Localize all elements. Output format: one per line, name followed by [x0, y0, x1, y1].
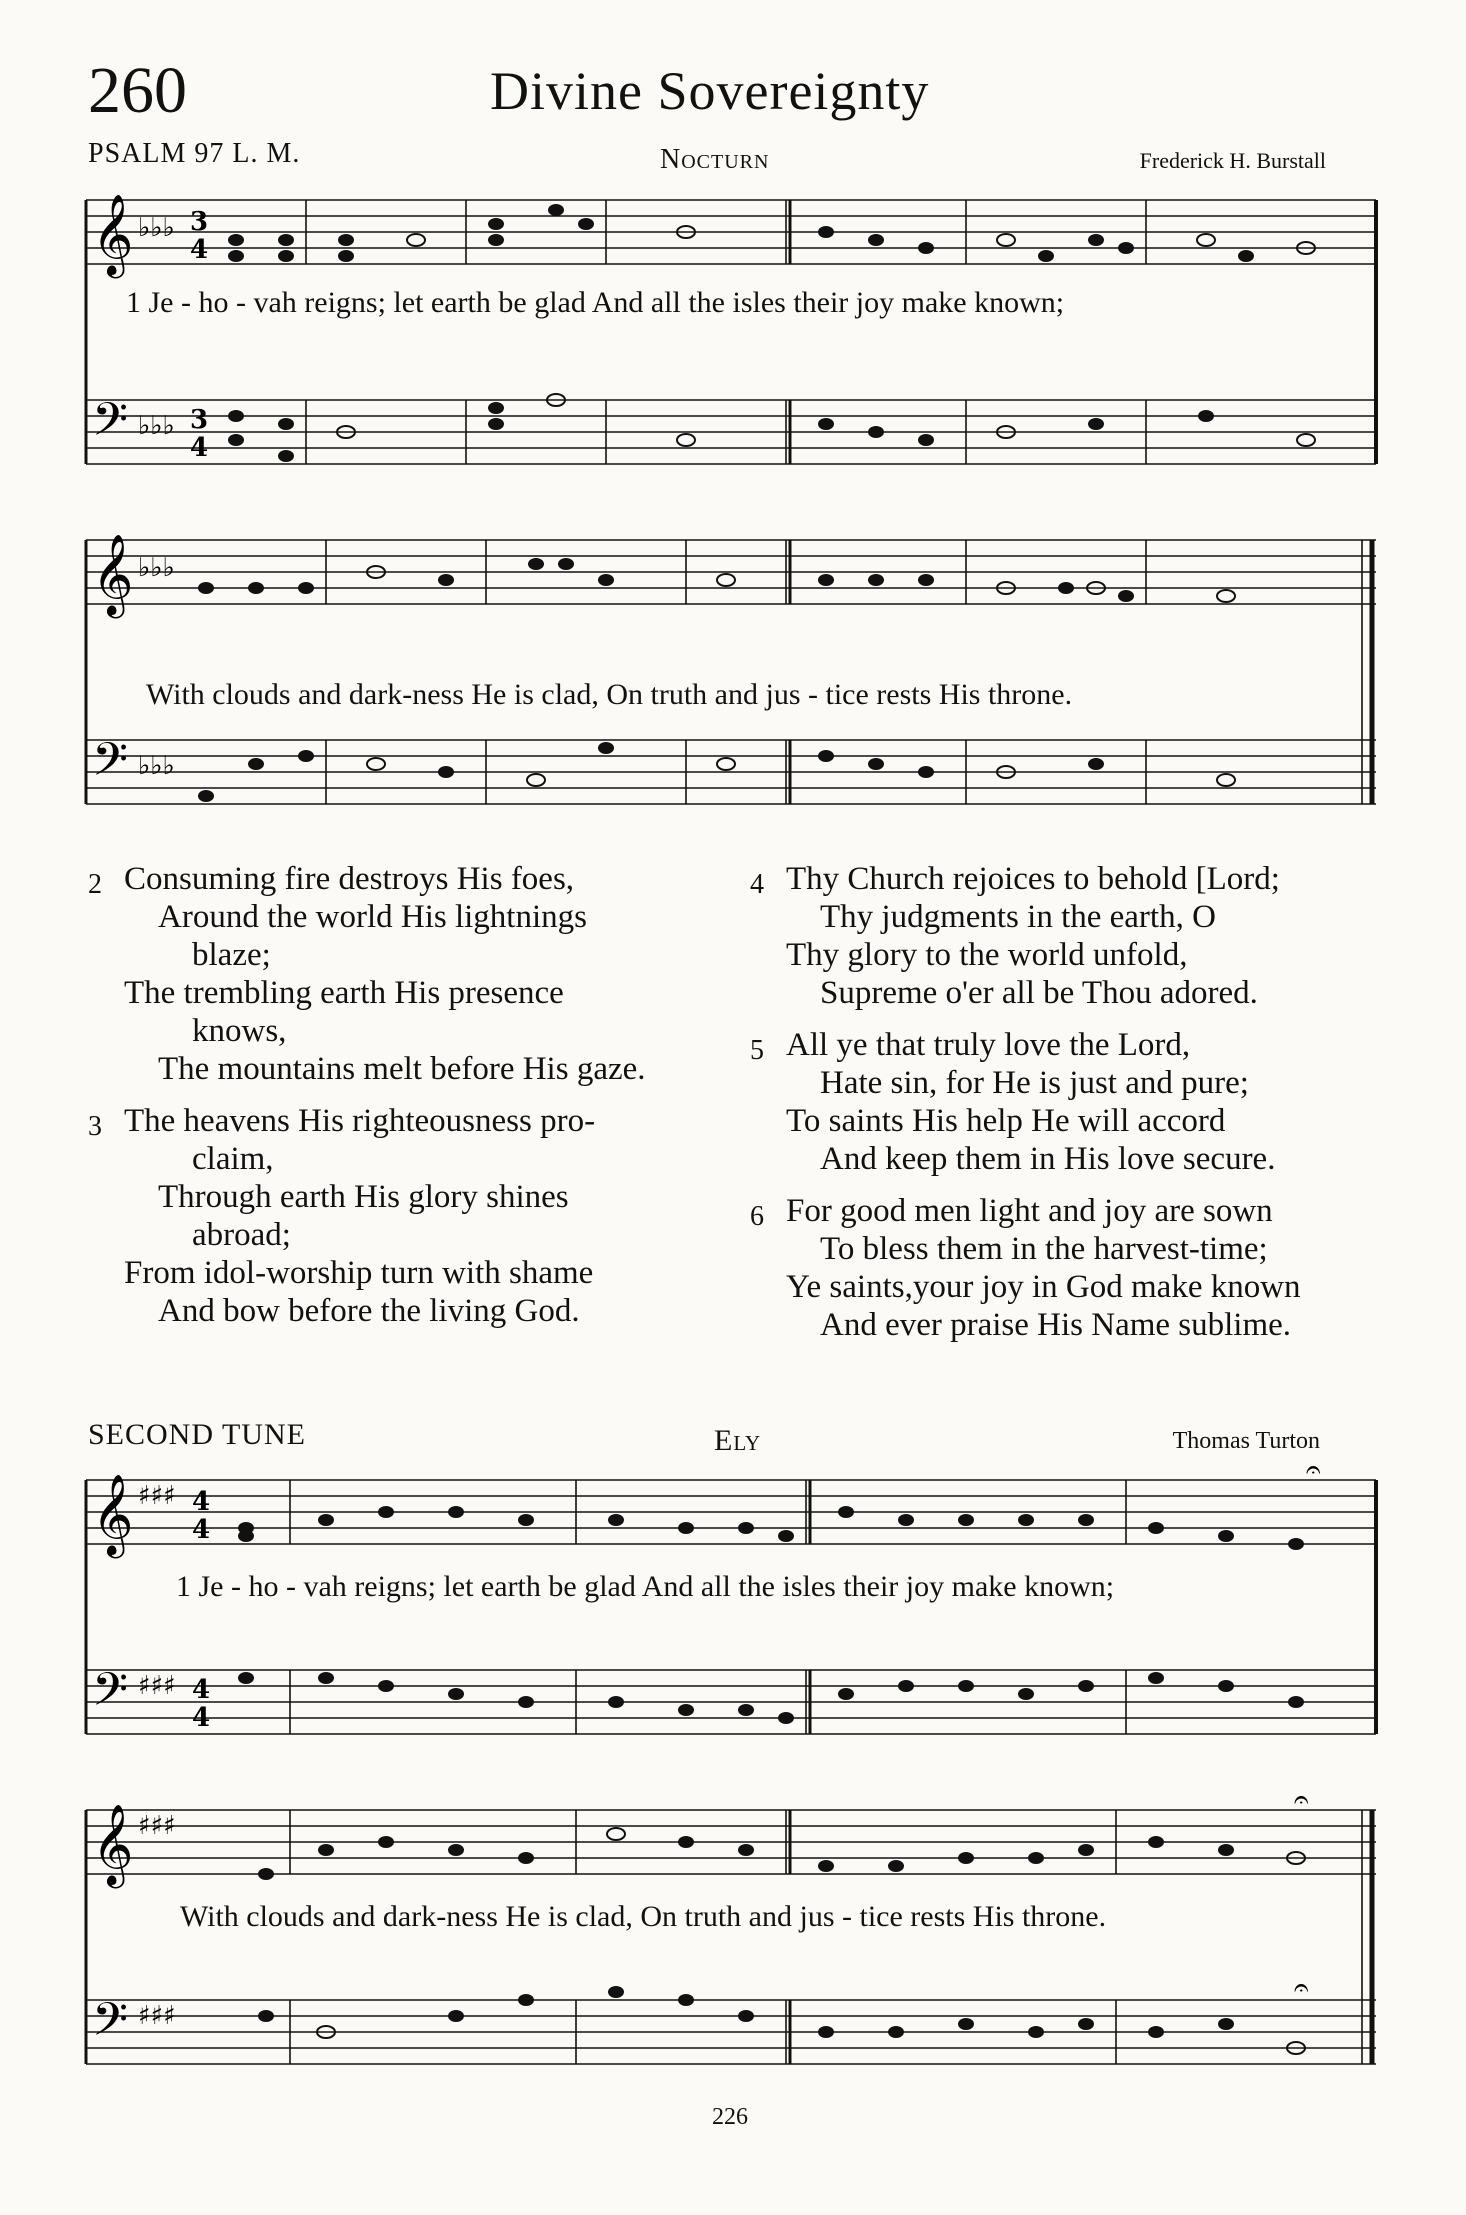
second-tune-composer: Thomas Turton: [1172, 1428, 1320, 1454]
verse-line: Thy Church rejoices to behold [Lord;: [786, 861, 1280, 897]
verse-line: Thy judgments in the earth, O: [820, 899, 1216, 935]
svg-text:♯♯♯: ♯♯♯: [138, 2001, 176, 2031]
first-tune-system-1: [86, 180, 1378, 500]
score-system-4-staves: [86, 1785, 1378, 2090]
verse-line: Hate sin, for He is just and pure;: [820, 1065, 1249, 1101]
lyric-line-4: With clouds and dark-ness He is clad, On truth and jus - tice rests His throne.: [180, 1900, 1107, 1933]
svg-text:♯♯♯: ♯♯♯: [138, 1481, 176, 1511]
verse-line: Ye saints,your joy in God make known: [786, 1269, 1301, 1305]
notes-system-4: [258, 1828, 1305, 2054]
fermata-icon: 𝄐: [1306, 1455, 1321, 1485]
lyric-line-1: 1 Je - ho - vah reigns; let earth be glad And all the isles their joy make known;: [126, 286, 1065, 319]
verse-line: blaze;: [192, 937, 271, 973]
verse-line: claim,: [192, 1141, 274, 1177]
verse-3: [88, 1102, 718, 1330]
verse-line: And keep them in His love secure.: [820, 1141, 1276, 1177]
bass-clef-icon: 𝄢: [92, 733, 129, 798]
svg-text:♭♭♭: ♭♭♭: [138, 553, 175, 583]
composer: Frederick H. Burstall: [1139, 148, 1326, 173]
first-tune-system-2: [86, 520, 1378, 840]
svg-text:♭♭♭: ♭♭♭: [138, 751, 175, 781]
verses-left-column: [88, 860, 718, 1344]
verse-line: The mountains melt before His gaze.: [158, 1051, 646, 1087]
verse-line: For good men light and joy are sown: [786, 1193, 1273, 1229]
svg-text:4: 4: [192, 1675, 211, 1705]
verse-line: knows,: [192, 1013, 287, 1049]
score-system-1-staves: [86, 180, 1378, 500]
score-system-3-staves: [86, 1455, 1378, 1770]
svg-text:♯♯♯: ♯♯♯: [138, 1811, 176, 1841]
verse-6: [750, 1192, 1380, 1344]
notes-system-3: [238, 1506, 1304, 1724]
verse-line: abroad;: [192, 1217, 291, 1253]
verse-line: Thy glory to the world unfold,: [786, 937, 1188, 973]
verse-number: 6: [750, 1201, 764, 1232]
svg-text:3: 3: [190, 207, 209, 237]
verse-line: Consuming fire destroys His foes,: [124, 861, 575, 897]
bass-clef-icon: 𝄢: [92, 393, 129, 458]
verse-line: To bless them in the harvest-time;: [820, 1231, 1268, 1267]
treble-clef-icon: 𝄞: [92, 193, 134, 275]
notes-system-1: [228, 204, 1315, 462]
scripture-meter: PSALM 97 L. M.: [88, 138, 301, 169]
second-tune-name: Ely: [714, 1424, 762, 1457]
second-tune-system-2: [86, 1785, 1378, 2090]
verse-number: 4: [750, 869, 764, 900]
svg-text:♭♭♭: ♭♭♭: [138, 213, 175, 243]
verse-line: Around the world His lightnings: [158, 899, 587, 935]
fermata-icon: 𝄐: [1294, 1973, 1309, 2003]
bass-clef-icon: 𝄢: [92, 1993, 129, 2058]
verse-line: All ye that truly love the Lord,: [786, 1027, 1191, 1063]
verse-line: The heavens His righteousness pro-: [124, 1103, 596, 1139]
verse-line: The trembling earth His presence: [124, 975, 564, 1011]
treble-clef-icon: 𝄞: [92, 1803, 134, 1885]
svg-text:4: 4: [190, 235, 209, 265]
svg-text:4: 4: [192, 1515, 211, 1545]
verse-4: [750, 860, 1380, 1012]
lyric-line-3: 1 Je - ho - vah reigns; let earth be glad And all the isles their joy make known;: [176, 1570, 1115, 1603]
svg-text:3: 3: [190, 405, 209, 435]
second-tune-label: SECOND TUNE: [88, 1418, 306, 1451]
svg-text:♯♯♯: ♯♯♯: [138, 1671, 176, 1701]
verse-line: Supreme o'er all be Thou adored.: [820, 975, 1258, 1011]
verse-line: To saints His help He will accord: [786, 1103, 1226, 1139]
fermata-icon: 𝄐: [1294, 1785, 1309, 1815]
svg-text:♭♭♭: ♭♭♭: [138, 411, 175, 441]
treble-clef-icon: 𝄞: [92, 1473, 134, 1555]
verse-line: From idol-worship turn with shame: [124, 1255, 594, 1291]
lyric-line-2: With clouds and dark-ness He is clad, On truth and jus - tice rests His throne.: [146, 678, 1073, 711]
treble-clef-icon: 𝄞: [92, 533, 134, 615]
hymn-number: 260: [88, 54, 187, 127]
svg-text:4: 4: [190, 433, 209, 463]
verse-line: And bow before the living God.: [158, 1293, 580, 1329]
tune-name: Nocturn: [660, 144, 770, 175]
verse-line: Through earth His glory shines: [158, 1179, 569, 1215]
verse-number: 2: [88, 869, 102, 900]
verse-5: [750, 1026, 1380, 1178]
second-tune-system-1: [86, 1455, 1378, 1770]
svg-text:4: 4: [192, 1703, 211, 1733]
verse-number: 5: [750, 1035, 764, 1066]
verse-number: 3: [88, 1111, 102, 1142]
verse-line: And ever praise His Name sublime.: [820, 1307, 1292, 1343]
verses-right-column: [750, 860, 1380, 1358]
bass-clef-icon: 𝄢: [92, 1663, 129, 1728]
verse-2: [88, 860, 718, 1088]
svg-text:4: 4: [192, 1487, 211, 1517]
hymn-title: Divine Sovereignty: [490, 61, 930, 121]
page-number: 226: [712, 2104, 748, 2130]
